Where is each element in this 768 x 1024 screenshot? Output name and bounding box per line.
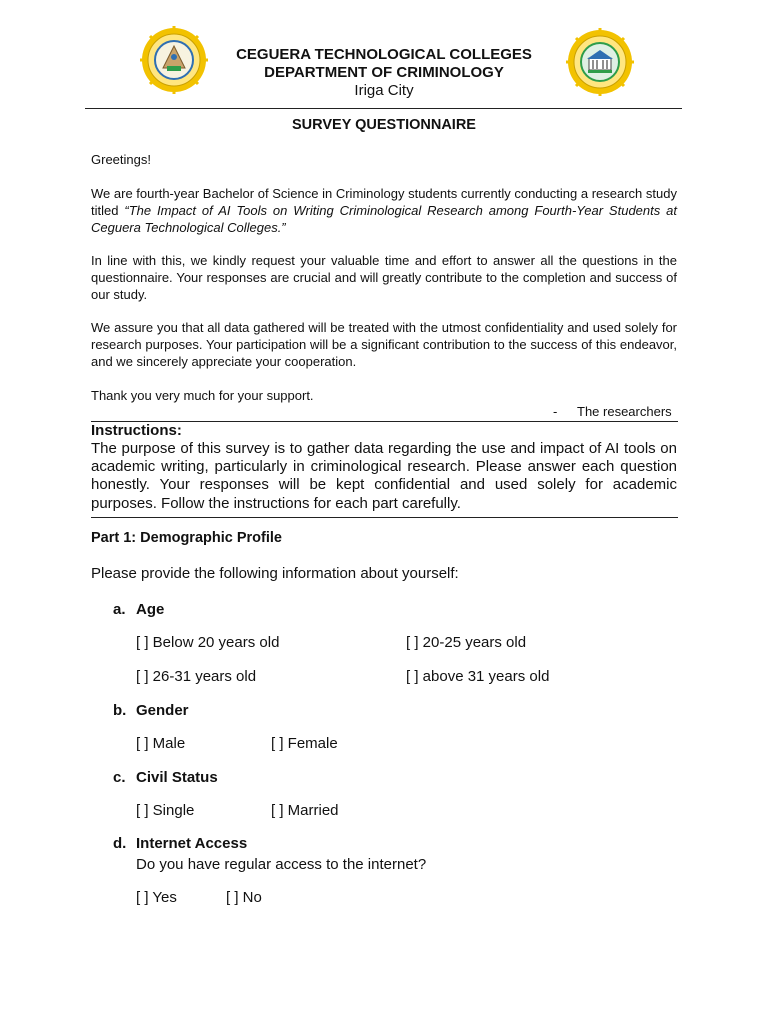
question-civil-status: Civil Status [136,769,218,786]
question-letter: a. [113,601,126,618]
signature: The researchers [577,404,672,419]
question-internet-subtext: Do you have regular access to the internet? [136,856,427,873]
intro-paragraph [91,186,677,236]
instructions-body: The purpose of this survey is to gather data regarding the use and impact of AI tools on academic writing, particularly in criminological research. Please answer each question honestly. Your responses will be kept confidential and used solely for academic purposes. Follow the instructions for each part carefully. [91,440,677,512]
option-no[interactable]: [ ] No [226,889,262,906]
option-yes[interactable]: [ ] Yes [136,889,177,906]
city: Iriga City [354,82,414,99]
document-title: SURVEY QUESTIONNAIRE [292,117,476,133]
header-divider [85,108,682,109]
department-name: DEPARTMENT OF CRIMINOLOGY [264,64,504,81]
instructions-bottom-rule [91,517,678,518]
question-letter: d. [113,835,127,852]
confidentiality-paragraph: We assure you that all data gathered will be treated with the utmost confidentiality and used solely for research purposes. Your participation will be a significant contribution to the success of this endeavor, and we sincerely appreciate your cooperation. [91,320,677,369]
option-below-20[interactable]: [ ] Below 20 years old [136,634,280,651]
part1-heading: Part 1: Demographic Profile [91,530,282,546]
option-married[interactable]: [ ] Married [271,802,339,819]
option-above-31[interactable]: [ ] above 31 years old [406,668,550,685]
option-male[interactable]: [ ] Male [136,735,186,752]
option-female[interactable]: [ ] Female [271,735,338,752]
option-26-31[interactable]: [ ] 26-31 years old [136,668,257,685]
question-internet-access: Internet Access [136,835,248,852]
question-letter: c. [113,769,126,786]
question-gender: Gender [136,702,189,719]
option-20-25[interactable]: [ ] 20-25 years old [406,634,527,651]
study-title: “The Impact of AI Tools on Writing Criminological Research among Fourth-Year Students at Ceguera Technological Colleges.” [91,202,677,235]
request-paragraph: In line with this, we kindly request your valuable time and effort to answer all the questions in the questionnaire. Your responses are crucial and will greatly contribute to the completion and success of our study. [91,253,677,302]
thanks-line: Thank you very much for your support. [91,388,314,403]
intro-text: We are fourth-year Bachelor of Science in Criminology students currently conducting a research study titled [91,186,677,218]
school-name: CEGUERA TECHNOLOGICAL COLLEGES [236,46,532,63]
part1-prompt: Please provide the following information about yourself: [91,565,459,582]
question-letter: b. [113,702,127,719]
greeting: Greetings! [91,152,151,167]
signature-dash: - [553,404,558,419]
option-single[interactable]: [ ] Single [136,802,195,819]
question-age: Age [136,601,165,618]
instructions-heading: Instructions: [91,422,182,439]
